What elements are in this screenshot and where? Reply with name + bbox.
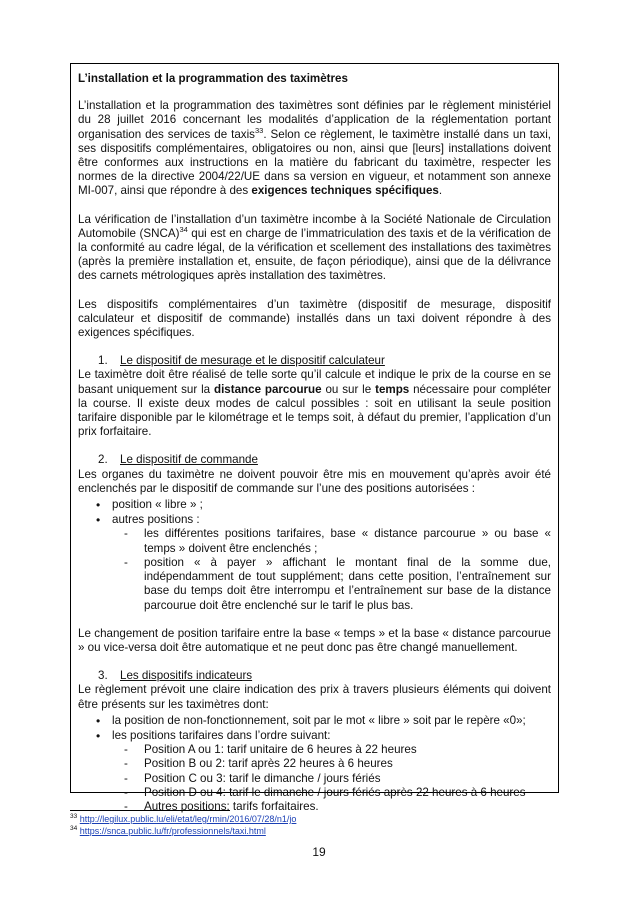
- text: L’installation et la programmation des taximètres sont définies par le règlement ministériel du 28 juillet 2016 concernant les modalités d’application de la réglementation portant organisation des services de taxis: [78, 99, 551, 141]
- list-item: - Position A ou 1: tarif unitaire de 6 heures à 22 heures: [78, 743, 551, 757]
- footnote-number: 34: [70, 825, 78, 832]
- subsection-2-title: [98, 453, 551, 467]
- text: nécessaire pour compléter la course. Il existe deux modes de calcul possibles : soit en utilisant la seule position tarifaire disponible par le kilométrage et le temps soit, à défaut du premier, l’application d’un prix forfaitaire.: [78, 382, 551, 439]
- subsection-2-body: Les organes du taximètre ne doivent pouvoir être mis en mouvement qu’après avoir été enclenchés par le dispositif de commande sur l’une des positions autorisées :: [78, 467, 551, 495]
- list-item: - position « à payer » affichant le montant final de la somme due, indépendamment de tout supplément; dans cette position, l’entraînement sur base du temps doit être interrompu et l’entraînement sur base de la distance parcourue doit être enclenché sur le tarif le plus bas.: [78, 556, 551, 613]
- list-item: [78, 729, 551, 814]
- list-item: [78, 513, 551, 612]
- bullet-list: [78, 714, 551, 814]
- subsection-number: 3.: [98, 669, 108, 683]
- footnote-33: [70, 813, 296, 825]
- footnote-link-snca[interactable]: https://snca.public.lu/fr/professionnels/taxi.html: [79, 826, 266, 836]
- footnote-link-legilux[interactable]: http://legilux.public.lu/eli/etat/leg/rmin/2016/07/28/n1/jo: [79, 814, 297, 824]
- footnote-number: 33: [70, 813, 78, 820]
- list-item: - Position D ou 4: tarif le dimanche / jours fériés après 22 heures à 6 heures: [78, 786, 551, 800]
- paragraph-devices: Les dispositifs complémentaires d’un taximètre (dispositif de mesurage, dispositif calculateur et dispositif de commande) installés dans un taxi doivent répondre à des exigences spécifiques.: [78, 297, 551, 340]
- section-title: L’installation et la programmation des taximètres: [78, 72, 348, 85]
- list-item: - Autres positions: tarifs forfaitaires.: [78, 800, 551, 814]
- bold-text: temps: [375, 382, 410, 396]
- text: ou sur le: [321, 382, 376, 396]
- subsection-title-text: Les dispositifs indicateurs: [120, 669, 253, 683]
- subsection-number: 1.: [98, 354, 108, 368]
- subsection-3-body: Le règlement prévoit une claire indication des prix à travers plusieurs éléments qui doivent être présents sur les taximètres dont:: [78, 683, 551, 711]
- dash-list: [112, 527, 551, 612]
- subsection-1-body: [78, 368, 551, 439]
- subsection-3-title: [98, 669, 551, 683]
- paragraph-verification: [78, 213, 551, 284]
- page-number: 19: [312, 845, 326, 859]
- footnotes: [70, 813, 296, 837]
- paragraph-regulation: [78, 99, 551, 198]
- list-item: • position « libre » ;: [78, 498, 551, 512]
- footnote-ref-33[interactable]: 33: [254, 125, 264, 135]
- bold-text: exigences techniques spécifiques: [251, 184, 439, 198]
- footnote-ref-34[interactable]: 34: [179, 224, 188, 234]
- subsection-title-text: Le dispositif de mesurage et le dispositif calculateur: [120, 354, 385, 368]
- text: qui est en charge de l’immatriculation des taxis et de la vérification de la conformité au cadre légal, de la vérification et scellement des installations des taximètres (après la première installation et, ensuite, de façon périodique), ainsi que de la délivrance des carnets métrologiques après installation des taximètres.: [78, 226, 551, 283]
- list-item: - les différentes positions tarifaires, base « distance parcourue » ou base « temps » doivent être enclenchés ;: [78, 527, 551, 555]
- list-item: - Position C ou 3: tarif le dimanche / jours fériés: [78, 772, 551, 786]
- paragraph-tariff-change: Le changement de position tarifaire entre la base « temps » et la base « distance parcourue » ou vice-versa doit être automatique et ne peut donc pas être changé manuellement.: [78, 626, 551, 654]
- bold-text: distance parcourue: [213, 382, 322, 396]
- text: autres positions :: [112, 513, 200, 527]
- list-item: • la position de non-fonctionnement, soit par le mot « libre » soit par le repère «0»;: [78, 714, 551, 728]
- bullet-list: [78, 498, 551, 613]
- subsection-1-title: [98, 354, 551, 368]
- text: .: [438, 184, 443, 198]
- subsection-title-text: Le dispositif de commande: [120, 453, 258, 467]
- list-item: - Position B ou 2: tarif après 22 heures à 6 heures: [78, 757, 551, 771]
- footnote-34: [70, 825, 296, 837]
- text: La vérification de l’installation d’un taximètre incombe à la Société Nationale de Circulation Automobile (SNCA): [78, 212, 551, 240]
- footnote-divider: [70, 810, 230, 811]
- text: . Selon ce règlement, le taximètre installé dans un taxi, ses dispositifs complémentaires, obligatoires ou non, ainsi que [leurs] installations doivent être conformes aux instructions en la matière du fabricant du taximètre, respecter les normes de la directive 2004/22/UE dans sa version en vigueur, et notamment son annexe MI-007, ainsi que répondre à des: [78, 127, 551, 198]
- dash-list: [112, 743, 551, 814]
- text: les positions tarifaires dans l’ordre suivant:: [112, 728, 331, 742]
- content-box: [70, 63, 559, 813]
- text: Le taximètre doit être réalisé de telle sorte qu’il calcule et indique le prix de la course en se basant uniquement sur la: [78, 368, 551, 396]
- subsection-number: 2.: [98, 453, 108, 467]
